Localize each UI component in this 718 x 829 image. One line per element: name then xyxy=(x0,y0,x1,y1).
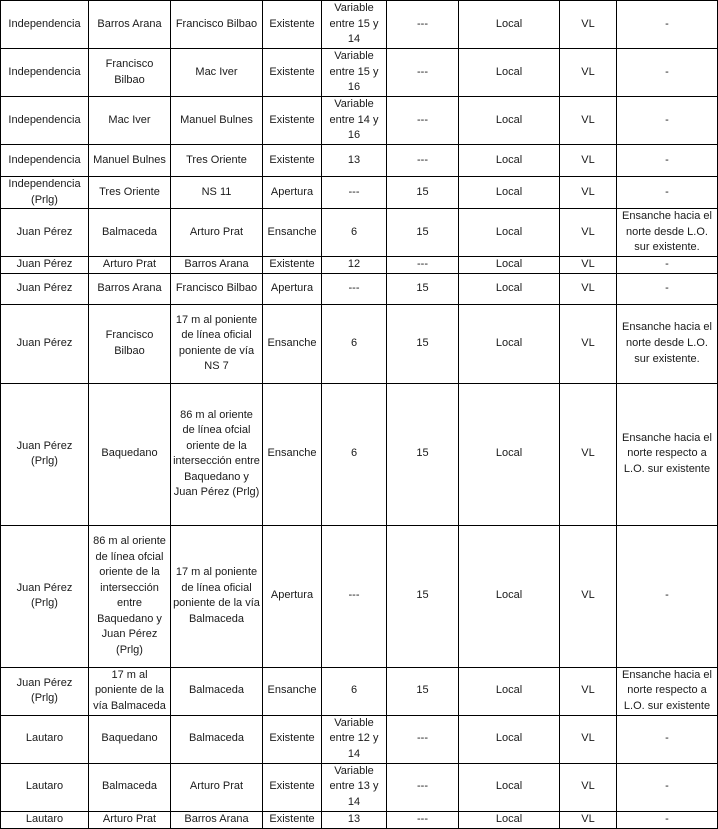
cell-tramo-desde: Barros Arana xyxy=(89,1,171,49)
cell-estado: Apertura xyxy=(263,525,322,667)
cell-estado: Ensanche xyxy=(263,304,322,383)
table-row xyxy=(1,525,718,667)
cell-via-name: Independencia xyxy=(1,49,89,97)
cell-observacion: - xyxy=(617,273,718,304)
cell-ancho-proyectado: --- xyxy=(387,1,459,49)
cell-tipo: VL xyxy=(560,763,617,811)
table-row xyxy=(1,49,718,97)
cell-ancho-existente: 12 xyxy=(322,257,387,274)
cell-tramo-desde: Manuel Bulnes xyxy=(89,145,171,177)
cell-categoria: Local xyxy=(459,209,560,257)
cell-tipo: VL xyxy=(560,304,617,383)
cell-estado: Existente xyxy=(263,763,322,811)
cell-tramo-desde: Barros Arana xyxy=(89,273,171,304)
cell-tipo: VL xyxy=(560,177,617,209)
cell-categoria: Local xyxy=(459,257,560,274)
cell-tipo: VL xyxy=(560,383,617,525)
table-row xyxy=(1,763,718,811)
cell-tipo: VL xyxy=(560,1,617,49)
cell-tramo-hasta: Balmaceda xyxy=(171,667,263,715)
cell-ancho-existente: Variable entre 15 y 16 xyxy=(322,49,387,97)
cell-ancho-existente: 6 xyxy=(322,667,387,715)
cell-tramo-hasta: Mac Iver xyxy=(171,49,263,97)
cell-ancho-existente: --- xyxy=(322,177,387,209)
cell-tramo-desde: Arturo Prat xyxy=(89,811,171,828)
cell-tipo: VL xyxy=(560,273,617,304)
cell-categoria: Local xyxy=(459,273,560,304)
cell-tramo-hasta: Barros Arana xyxy=(171,811,263,828)
cell-ancho-existente: Variable entre 12 y 14 xyxy=(322,715,387,763)
cell-estado: Existente xyxy=(263,49,322,97)
cell-tipo: VL xyxy=(560,49,617,97)
cell-estado: Existente xyxy=(263,97,322,145)
cell-via-name: Juan Pérez xyxy=(1,273,89,304)
cell-ancho-existente: 13 xyxy=(322,145,387,177)
cell-observacion: - xyxy=(617,811,718,828)
cell-via-name: Juan Pérez xyxy=(1,209,89,257)
cell-ancho-proyectado: --- xyxy=(387,763,459,811)
cell-tramo-desde: Francisco Bilbao xyxy=(89,304,171,383)
cell-ancho-existente: 13 xyxy=(322,811,387,828)
cell-tramo-desde: 86 m al oriente de línea ofcial oriente de la intersección entre Baquedano y Juan Pérez (Prlg) xyxy=(89,525,171,667)
cell-observacion: - xyxy=(617,763,718,811)
cell-ancho-proyectado: 15 xyxy=(387,273,459,304)
cell-observacion: Ensanche hacia el norte desde L.O. sur existente. xyxy=(617,209,718,257)
table-row xyxy=(1,145,718,177)
cell-tramo-desde: Baquedano xyxy=(89,715,171,763)
table-row xyxy=(1,177,718,209)
cell-tramo-hasta: 17 m al poniente de línea oficial poniente de la vía Balmaceda xyxy=(171,525,263,667)
cell-observacion: Ensanche hacia el norte respecto a L.O. sur existente xyxy=(617,383,718,525)
cell-categoria: Local xyxy=(459,763,560,811)
cell-tramo-hasta: Francisco Bilbao xyxy=(171,1,263,49)
cell-categoria: Local xyxy=(459,145,560,177)
cell-tramo-hasta: Balmaceda xyxy=(171,715,263,763)
cell-tipo: VL xyxy=(560,209,617,257)
cell-ancho-existente: --- xyxy=(322,525,387,667)
cell-tramo-desde: Balmaceda xyxy=(89,209,171,257)
cell-categoria: Local xyxy=(459,49,560,97)
table-row xyxy=(1,257,718,274)
cell-via-name: Juan Pérez (Prlg) xyxy=(1,525,89,667)
cell-ancho-existente: Variable entre 14 y 16 xyxy=(322,97,387,145)
cell-observacion: - xyxy=(617,145,718,177)
cell-tipo: VL xyxy=(560,525,617,667)
cell-tramo-hasta: Manuel Bulnes xyxy=(171,97,263,145)
cell-estado: Ensanche xyxy=(263,667,322,715)
cell-tramo-hasta: 17 m al poniente de línea oficial poniente de vía NS 7 xyxy=(171,304,263,383)
cell-tramo-desde: 17 m al poniente de la vía Balmaceda xyxy=(89,667,171,715)
cell-observacion: - xyxy=(617,49,718,97)
cell-categoria: Local xyxy=(459,383,560,525)
table-row xyxy=(1,97,718,145)
cell-observacion: Ensanche hacia el norte desde L.O. sur existente. xyxy=(617,304,718,383)
cell-tipo: VL xyxy=(560,715,617,763)
table-row xyxy=(1,811,718,828)
cell-categoria: Local xyxy=(459,525,560,667)
cell-tramo-desde: Balmaceda xyxy=(89,763,171,811)
cell-ancho-proyectado: --- xyxy=(387,257,459,274)
cell-tramo-desde: Arturo Prat xyxy=(89,257,171,274)
cell-observacion: - xyxy=(617,525,718,667)
cell-estado: Existente xyxy=(263,811,322,828)
cell-via-name: Juan Pérez xyxy=(1,257,89,274)
cell-categoria: Local xyxy=(459,1,560,49)
cell-via-name: Juan Pérez (Prlg) xyxy=(1,383,89,525)
cell-observacion: - xyxy=(617,715,718,763)
cell-tramo-desde: Baquedano xyxy=(89,383,171,525)
cell-tramo-hasta: Arturo Prat xyxy=(171,209,263,257)
cell-categoria: Local xyxy=(459,811,560,828)
cell-tramo-desde: Tres Oriente xyxy=(89,177,171,209)
cell-categoria: Local xyxy=(459,304,560,383)
cell-observacion: - xyxy=(617,97,718,145)
cell-tramo-hasta: 86 m al oriente de línea ofcial oriente de la intersección entre Baquedano y Juan Pérez (Prlg) xyxy=(171,383,263,525)
cell-ancho-proyectado: --- xyxy=(387,715,459,763)
table-row xyxy=(1,715,718,763)
cell-tramo-hasta: Barros Arana xyxy=(171,257,263,274)
cell-ancho-proyectado: 15 xyxy=(387,209,459,257)
cell-tramo-desde: Francisco Bilbao xyxy=(89,49,171,97)
cell-tramo-hasta: Arturo Prat xyxy=(171,763,263,811)
table-row xyxy=(1,1,718,49)
cell-ancho-proyectado: --- xyxy=(387,145,459,177)
cell-via-name: Juan Pérez (Prlg) xyxy=(1,667,89,715)
cell-ancho-proyectado: --- xyxy=(387,97,459,145)
cell-via-name: Independencia xyxy=(1,97,89,145)
cell-tramo-hasta: NS 11 xyxy=(171,177,263,209)
table-row xyxy=(1,383,718,525)
table-row xyxy=(1,304,718,383)
table-row xyxy=(1,273,718,304)
cell-tramo-hasta: Tres Oriente xyxy=(171,145,263,177)
cell-via-name: Lautaro xyxy=(1,715,89,763)
cell-ancho-proyectado: --- xyxy=(387,49,459,97)
cell-estado: Existente xyxy=(263,145,322,177)
cell-tramo-desde: Mac Iver xyxy=(89,97,171,145)
cell-estado: Existente xyxy=(263,1,322,49)
cell-via-name: Independencia xyxy=(1,1,89,49)
cell-via-name: Independencia xyxy=(1,145,89,177)
cell-tipo: VL xyxy=(560,145,617,177)
cell-tipo: VL xyxy=(560,667,617,715)
cell-ancho-existente: --- xyxy=(322,273,387,304)
cell-via-name: Lautaro xyxy=(1,763,89,811)
cell-via-name: Juan Pérez xyxy=(1,304,89,383)
cell-ancho-proyectado: 15 xyxy=(387,177,459,209)
cell-ancho-existente: 6 xyxy=(322,304,387,383)
cell-ancho-proyectado: 15 xyxy=(387,525,459,667)
cell-ancho-existente: Variable entre 15 y 14 xyxy=(322,1,387,49)
cell-tipo: VL xyxy=(560,97,617,145)
cell-estado: Ensanche xyxy=(263,209,322,257)
table-row xyxy=(1,667,718,715)
cell-ancho-existente: Variable entre 13 y 14 xyxy=(322,763,387,811)
cell-tipo: VL xyxy=(560,811,617,828)
cell-estado: Existente xyxy=(263,257,322,274)
table-row xyxy=(1,209,718,257)
cell-observacion: - xyxy=(617,257,718,274)
cell-estado: Apertura xyxy=(263,177,322,209)
cell-ancho-proyectado: 15 xyxy=(387,667,459,715)
cell-tipo: VL xyxy=(560,257,617,274)
cell-categoria: Local xyxy=(459,97,560,145)
cell-categoria: Local xyxy=(459,177,560,209)
cell-ancho-proyectado: 15 xyxy=(387,304,459,383)
cell-estado: Apertura xyxy=(263,273,322,304)
cell-ancho-proyectado: --- xyxy=(387,811,459,828)
cell-observacion: Ensanche hacia el norte respecto a L.O. sur existente xyxy=(617,667,718,715)
cell-estado: Ensanche xyxy=(263,383,322,525)
cell-categoria: Local xyxy=(459,715,560,763)
cell-observacion: - xyxy=(617,177,718,209)
cell-via-name: Independencia (Prlg) xyxy=(1,177,89,209)
cell-observacion: - xyxy=(617,1,718,49)
cell-via-name: Lautaro xyxy=(1,811,89,828)
cell-tramo-hasta: Francisco Bilbao xyxy=(171,273,263,304)
cell-estado: Existente xyxy=(263,715,322,763)
cell-ancho-existente: 6 xyxy=(322,383,387,525)
cell-ancho-proyectado: 15 xyxy=(387,383,459,525)
cell-ancho-existente: 6 xyxy=(322,209,387,257)
cell-categoria: Local xyxy=(459,667,560,715)
